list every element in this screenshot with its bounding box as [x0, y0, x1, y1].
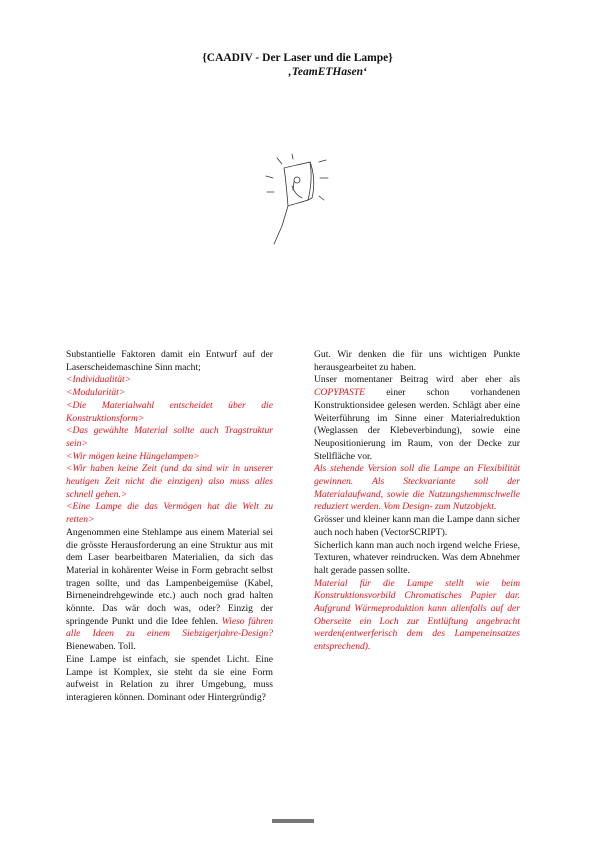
- text-run: Unser momentaner Beitrag wird aber eher als: [314, 374, 520, 386]
- left-text-column: [66, 349, 273, 705]
- paragraph: Sicherlich kann man auch noch irgend welche Friese, Texturen, whatever reindrucken. Was dem Abnehmer halt gerade passen sollte.: [314, 539, 520, 576]
- paragraph: <Die Materialwahl entscheidet über die Konstruktionsform>: [66, 399, 273, 424]
- paragraph: [314, 374, 520, 463]
- paragraph: Als stehende Version soll die Lampe an Flexibilität gewinnen. Als Steckvariante soll der Materialaufwand, sowie die Nutzungshemmschwelle reduziert werden. Vom Design- zum Nutzobjekt.: [314, 463, 520, 513]
- paragraph: <Eine Lampe die das Vermögen hat die Welt zu retten>: [66, 501, 273, 526]
- page-footer-bar: [272, 819, 314, 823]
- paragraph: Substantielle Faktoren damit ein Entwurf auf der Laserscheidemaschine Sinn macht;: [66, 349, 273, 373]
- paragraph: <Individualität>: [66, 374, 132, 386]
- text-run: COPYPASTE: [314, 387, 365, 399]
- text-run: Bienewaben. Toll.: [66, 641, 136, 653]
- paragraph: Grösser und kleiner kann man die Lampe dann sicher auch noch haben (VectorSCRIPT).: [314, 514, 520, 538]
- paragraph: Material für die Lampe stellt wie beim Konstruktionsvorbild Chromatisches Papier dar. Aufgrund Wärmeproduktion kann allenfalls auf der Oberseite ein Loch zur Entlüftung angebracht werden(entwerferisch dem des Lampeneinsatzes entsprechend).: [314, 577, 520, 653]
- paragraph: <Das gewählte Material sollte auch Tragstruktur sein>: [66, 425, 273, 449]
- paragraph: [66, 527, 273, 654]
- paragraph: Gut. Wir denken die für uns wichtigen Punkte herausgearbeitet zu haben.: [314, 349, 520, 373]
- document-title: {CAADIV - Der Laser und die Lampe}: [202, 52, 393, 64]
- paragraph: <Modularität>: [66, 387, 126, 399]
- team-subtitle: ‚TeamETHasen‘: [288, 66, 367, 78]
- paragraph: Eine Lampe ist einfach, sie spendet Licht. Eine Lampe ist Komplex, sie steht da sie eine Form aufweist in Relation zu ihrer Umgebung, muss interagieren können. Dominant oder Hintergründig?: [66, 653, 273, 703]
- paragraph: <Wir mögen keine Hängelampen>: [66, 450, 200, 462]
- text-run: Angenommen eine Stehlampe aus einem Material sei die grösste Herausforderung an eine Struktur aus mit dem Laser bearbeitbaren Materialien, da sich das Material in kohärenter Weise in Form gebracht selbst tragen sollte, und das Lampenbeigemüse (Kabel, Birneneindrehgewinde etc.) auch noch grad halten könnte. Das wär doch was, oder? Einzig der springende Punkt und die Idee fehlen.: [66, 526, 273, 627]
- text-run: einer schon vorhandenen Konstruktionsidee gelesen werden. Schlägt aber eine Weiterführung im Sinne einer Materialreduktion (Weglassen der Klebeverbindung), sowie eine Neupositionierung im Raum, von der Decke zur Stellfläche vor.: [314, 387, 520, 462]
- lamp-sketch-icon: [262, 152, 342, 252]
- right-text-column: [314, 349, 520, 654]
- paragraph: <Wir haben keine Zeit (und da sind wir in unserer heutigen Zeit nicht die einzigen) also muss alles schnell gehen.>: [66, 463, 273, 500]
- text-run: Wieso führen alle Ideen zu einem Siebzigerjahre-Design?: [66, 615, 273, 640]
